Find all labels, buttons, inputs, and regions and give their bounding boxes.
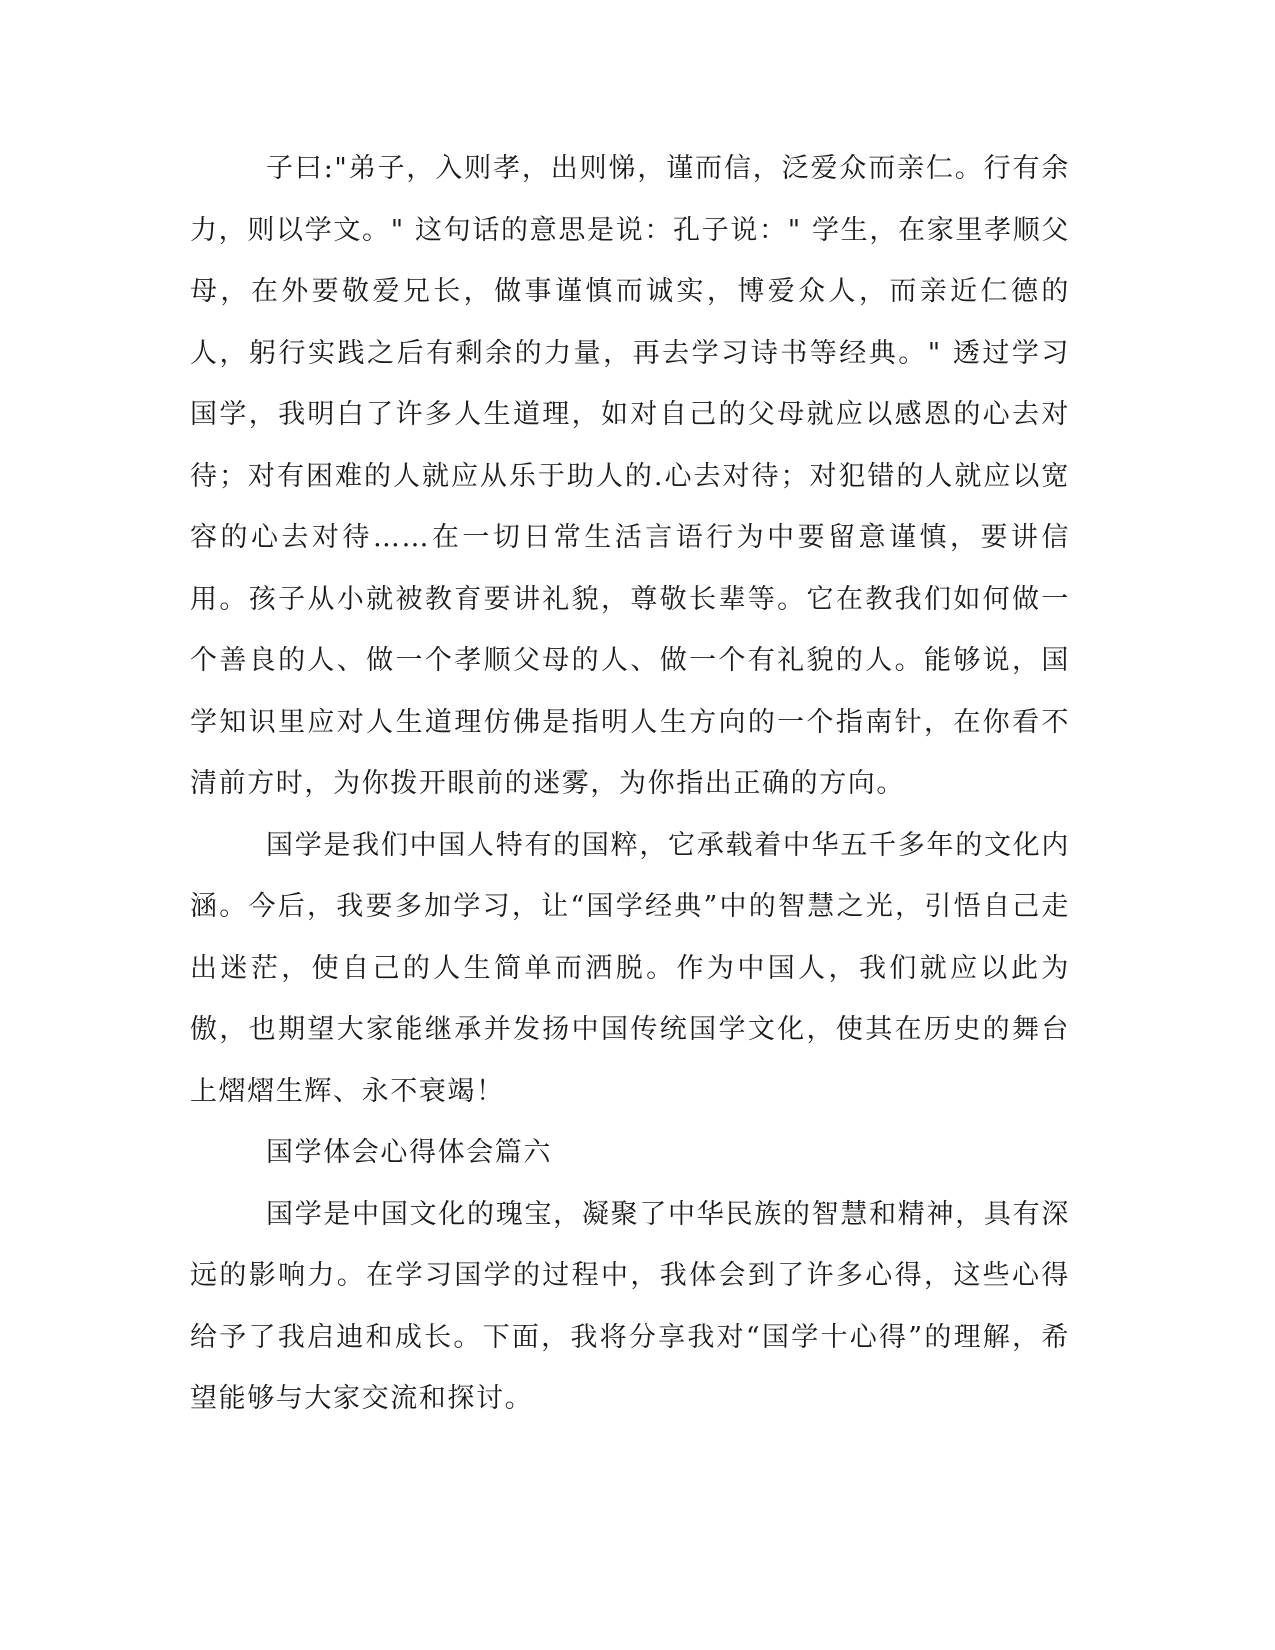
document-body — [190, 138, 1070, 1430]
paragraph-confucius-quote: 子曰:"弟子，入则孝，出则悌，谨而信，泛爱众而亲仁。行有余力，则以学文。" 这句话的意思是说：孔子说：" 学生，在家里孝顺父母，在外要敬爱兄长，做事谨慎而诚实，博爱众人，而亲近仁德的人，躬行实践之后有剩余的力量，再去学习诗书等经典。" 透过学习国学，我明白了许多人生道理，如对自己的父母就应以感恩的心去对待；对有困难的人就应从乐于助人的.心去对待；对犯错的人就应以宽容的心去对待……在一切日常生活言语行为中要留意谨慎，要讲信用。孩子从小就被教育要讲礼貌，尊敬长辈等。它在教我们如何做一个善良的人、做一个孝顺父母的人、做一个有礼貌的人。能够说，国学知识里应对人生道理仿佛是指明人生方向的一个指南针，在你看不清前方时，为你拨开眼前的迷雾，为你指出正确的方向。 — [190, 153, 1070, 799]
paragraph-intro-chapter-six: 国学是中国文化的瑰宝，凝聚了中华民族的智慧和精神，具有深远的影响力。在学习国学的过程中，我体会到了许多心得，这些心得给予了我启迪和成长。下面，我将分享我对“国学十心得”的理解，希望能够与大家交流和探讨。 — [190, 1198, 1070, 1414]
paragraph-national-essence: 国学是我们中国人特有的国粹，它承载着中华五千多年的文化内涵。今后，我要多加学习，让“国学经典”中的智慧之光，引悟自己走出迷茫，使自己的人生简单而洒脱。作为中国人，我们就应以此为傲，也期望大家能继承并发扬中国传统国学文化，使其在历史的舞台上熠熠生辉、永不衰竭！ — [190, 829, 1070, 1107]
section-heading: 国学体会心得体会篇六 — [266, 1137, 552, 1168]
